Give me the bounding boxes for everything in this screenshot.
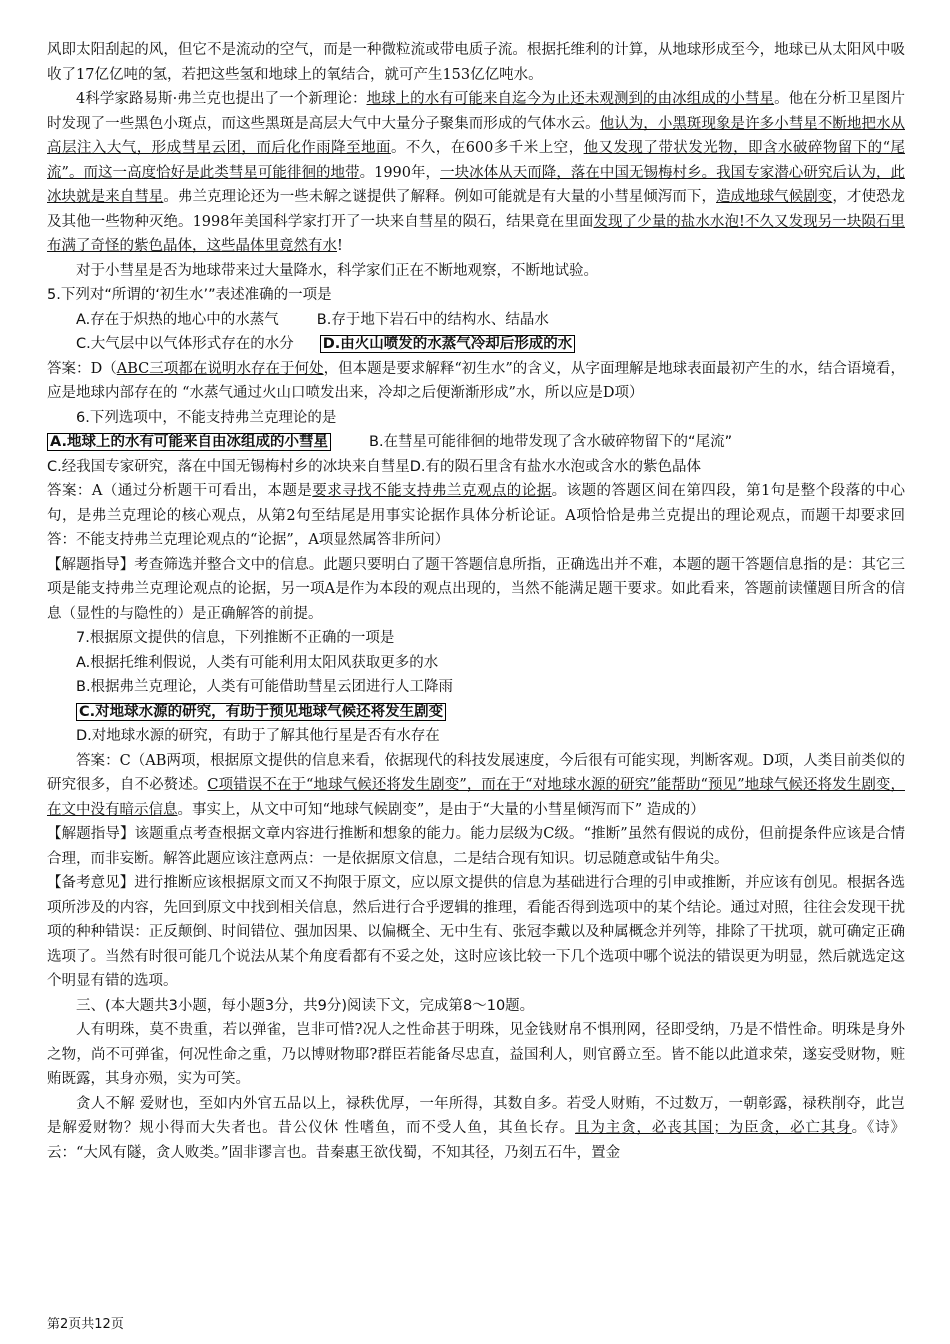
q7-option-d: D.对地球水源的研究，有助于了解其他行星是否有水存在 <box>76 728 440 744</box>
p2-underlined-core-view: 地球上的水有可能来自迄今为止还未观测到的由冰组成的小彗星 <box>366 91 775 107</box>
q6-option-a-answer: A.地球上的水有可能来自由冰组成的小彗星 <box>47 433 331 451</box>
q5-option-a: A.存在于炽热的地心中的水蒸气 <box>76 311 279 328</box>
q7-advice <box>47 871 905 994</box>
q6-options-row-1 <box>47 430 905 455</box>
q7-option-c-row <box>47 700 905 725</box>
q5-answer-text: ，但本题是要求解释“初生水”的含义，从字面理解是地球表面最初产生的水，结合语境看，应是地球内部存在的 “水蒸气通过火山口喷发出来，冷却之后便渐渐形成”水，所以应是D项） <box>47 360 905 401</box>
p2-text: 。不久，在600多千米上空， <box>390 140 584 156</box>
q5-option-d-answer: D.由火山喷发的水蒸气冷却后形成的水 <box>320 335 576 353</box>
passage-paragraph-3: 对于小彗星是否为地球带来过大量降水，科学家们正在不断地观察，不断地试验。 <box>76 262 598 279</box>
q6-option-b: B.在彗星可能徘徊的地带发现了含水破碎物留下的“尾流” <box>369 434 733 450</box>
classical-paragraph-2 <box>47 1092 905 1166</box>
q6-answer <box>47 479 905 553</box>
classical-text: 。《诗》云：“大风有隧，贪人败类。”固非谬言也。昔秦惠王欲伐蜀，不知其径，乃刻五石牛，置金 <box>47 1120 906 1161</box>
section-3-heading: 三、(本大题共3小题，每小题3分，共9分)阅读下文，完成第8～10题。 <box>76 997 535 1014</box>
q5-option-b: B.存于地下岩石中的结构水、结晶水 <box>316 311 549 328</box>
q5-options-row-2 <box>47 332 905 357</box>
q6-option-c: C.经我国专家研究，落在中国无锡梅村乡的冰块来自彗星 <box>47 458 410 475</box>
q7-answer <box>47 749 905 823</box>
p2-underlined-evidence-3: 一块冰体从天而降，落在中国无锡梅村乡。我国专家潜心研究后认为，此冰块就是来自彗星 <box>47 164 906 205</box>
p2-underlined-evidence-1: 他认为，小黑斑现象是许多小彗星不断地把水从高层注入大气，形成彗星云团，而后化作雨降至地面 <box>47 115 906 156</box>
page-content <box>47 38 905 1165</box>
passage-paragraph-1: 风即太阳刮起的风，但它不是流动的空气，而是一种微粒流或带电质子流。根据托维利的计算，从地球形成至今，地球已从太阳风中吸收了17亿亿吨的氢，若把这些氢和地球上的氧结合，就可产生153亿亿吨水。 <box>47 42 905 83</box>
p2-text: ! <box>337 238 343 254</box>
q7-guide <box>47 822 905 871</box>
classical-text: 贪人不解 爱财也，至如内外官五品以上，禄秩优厚，一年所得，其数自多。若受人财贿，不过数万，一朝彰露，禄秩削夺，此岂是解爱财物？规小得而大失者也。昔公仪休 性嗜鱼，而不受人鱼，其鱼长存。 <box>47 1095 905 1136</box>
p2-text: 。弗兰克理论还为一些未解之谜提供了解释。例如可能就是有大量的小彗星倾泻而下， <box>163 189 716 205</box>
q6-option-d: D.有的陨石里含有盐水水泡或含水的紫色晶体 <box>409 458 702 475</box>
q7-option-a: A.根据托维利假说，人类有可能利用太阳风获取更多的水 <box>76 654 439 671</box>
q7-answer-underlined: C项错误不在于“地球气候还将发生剧变”，而在于“对地球水源的研究”能帮助“预见”地球气候还将发生剧变，在文中没有暗示信息 <box>47 777 905 818</box>
p2-text: 4科学家路易斯·弗兰克也提出了一个新理论： <box>76 91 367 107</box>
q5-stem: 5.下列对“所谓的‘初生水’”表述准确的一项是 <box>47 287 332 303</box>
p2-underlined-evidence-2: 他又发现了带状发光物，即含水破碎物留下的“尾流”。而这一高度恰好是此类彗星可能徘徊的地带 <box>47 140 905 181</box>
q5-answer <box>47 357 905 406</box>
q7-answer-text: 答案：C（AB两项，根据原文提供的信息来看，依据现代的科技发展速度，今后很有可能实现，判断客观。D项，人类目前类似的研究很多，自不必赘述。 <box>47 752 905 793</box>
q7-guide-text: 该题重点考查根据文章内容进行推断和想象的能力。能力层级为C级。“推断”虽然有假说的成份，但前提条件应该是合情合理，而非妄断。解答此题应该注意两点：一是依据原文信息，二是结合现有知识。切忌随意或钻牛角尖。 <box>47 826 906 867</box>
q7-answer-text: 。事实上，从文中可知“地球气候剧变”，是由于“大量的小彗星倾泻而下” 造成的） <box>177 801 705 818</box>
q7-advice-label: 【备考意见】 <box>47 875 135 891</box>
page-footer: 第2页共12页 <box>47 1317 124 1332</box>
p2-underlined-climate: 造成地球气候剧变 <box>716 189 833 205</box>
q5-answer-underlined: ABC三项都在说明水存在于何处 <box>116 360 324 377</box>
q6-answer-text: 答案：A（通过分析题干可看出，本题是 <box>47 483 313 499</box>
q6-stem: 6.下列选项中，不能支持弗兰克理论的是 <box>76 409 337 426</box>
classical-underlined: 且为主贪，必丧其国；为臣贪，必亡其身 <box>575 1120 852 1136</box>
q5-option-c: C.大气层中以气体形式存在的水分 <box>76 336 294 352</box>
q7-option-b: B.根据弗兰克理论，人类有可能借助彗星云团进行人工降雨 <box>76 679 454 695</box>
q5-answer-text: 答案：D（ <box>47 360 117 377</box>
q7-guide-label: 【解题指导】 <box>47 826 135 842</box>
passage-paragraph-2 <box>47 87 905 259</box>
q7-advice-text: 进行推断应该根据原文而又不拘限于原文，应以原文提供的信息为基础进行合理的引申或推断，并应该有创见。根据各选项所涉及的内容，先回到原文中找到相关信息，然后进行合乎逻辑的推理，看能否得到选项中的某个结论。通过对照，往往会发现干扰项的种种错误：正反颠倒、时间错位、强加因果、以偏概全、无中生有、张冠李戴以及种属概念并列等，排除了干扰项，就可确定正确选项了。当然有时很可能几个说法从某个角度看都有不妥之处，这时应该比较一下几个选项中哪个说法的错误更为明显，然后就选定这个明显有错的选项。 <box>47 875 906 989</box>
q6-answer-text: 。该题的答题区间在第四段，第1句是整个段落的中心句，是弗兰克理论的核心观点，从第2句至结尾是用事实论据作具体分析论证。A项恰恰是弗兰克提出的理论观点，而题干却要求回答：不能支持弗兰克理论观点的“论据”，A项显然属答非所问） <box>47 483 906 548</box>
q5-options-row-1 <box>47 308 905 333</box>
classical-paragraph-1: 人有明珠，莫不贵重，若以弹雀，岂非可惜?况人之性命甚于明珠，见金钱财帛不惧刑网，径即受纳，乃是不惜性命。明珠是身外之物，尚不可弹雀，何况性命之重，乃以博财物耶?群臣若能备尽忠直，益国利人，则官爵立至。皆不能以此道求荣，遂妄受财物，赃贿既露，其身亦殒，实为可笑。 <box>47 1022 905 1087</box>
q7-option-c-answer: C.对地球水源的研究，有助于预见地球气候还将发生剧变 <box>76 703 446 721</box>
p2-text: 。1990年， <box>359 164 441 181</box>
q7-stem: 7.根据原文提供的信息，下列推断不正确的一项是 <box>76 630 395 646</box>
p2-text: 。他在分析卫星图片时发现了一些黑色小斑点，而这些黑斑是高层大气中大量分子聚集而形成的气体水云。 <box>47 91 906 132</box>
p2-underlined-evidence-4: 发现了少量的盐水水泡!不久又发现另一块陨石里布满了奇怪的紫色晶体，这些晶体里竟然有水 <box>47 213 905 254</box>
q6-guide-label: 【解题指导】 <box>47 556 135 573</box>
q6-guide <box>47 553 905 627</box>
q6-options-row-2 <box>47 455 905 480</box>
q6-answer-underlined: 要求寻找不能支持弗兰克观点的论据 <box>312 483 552 499</box>
p2-text: ，才使恐龙及其他一些物种灭绝。1998年美国科学家打开了一块来自彗星的陨石，结果竟在里面 <box>47 189 906 230</box>
q6-guide-text: 考查筛选并整合文中的信息。此题只要明白了题干答题信息所指，正确选出并不难，本题的题干答题信息指的是：其它三项是能支持弗兰克理论观点的论据，另一项A是作为本段的观点出现的，当然不能满足题干要求。如此看来，答题前读懂题目所含的信息（显性的与隐性的）是正确解答的前提。 <box>47 556 906 622</box>
